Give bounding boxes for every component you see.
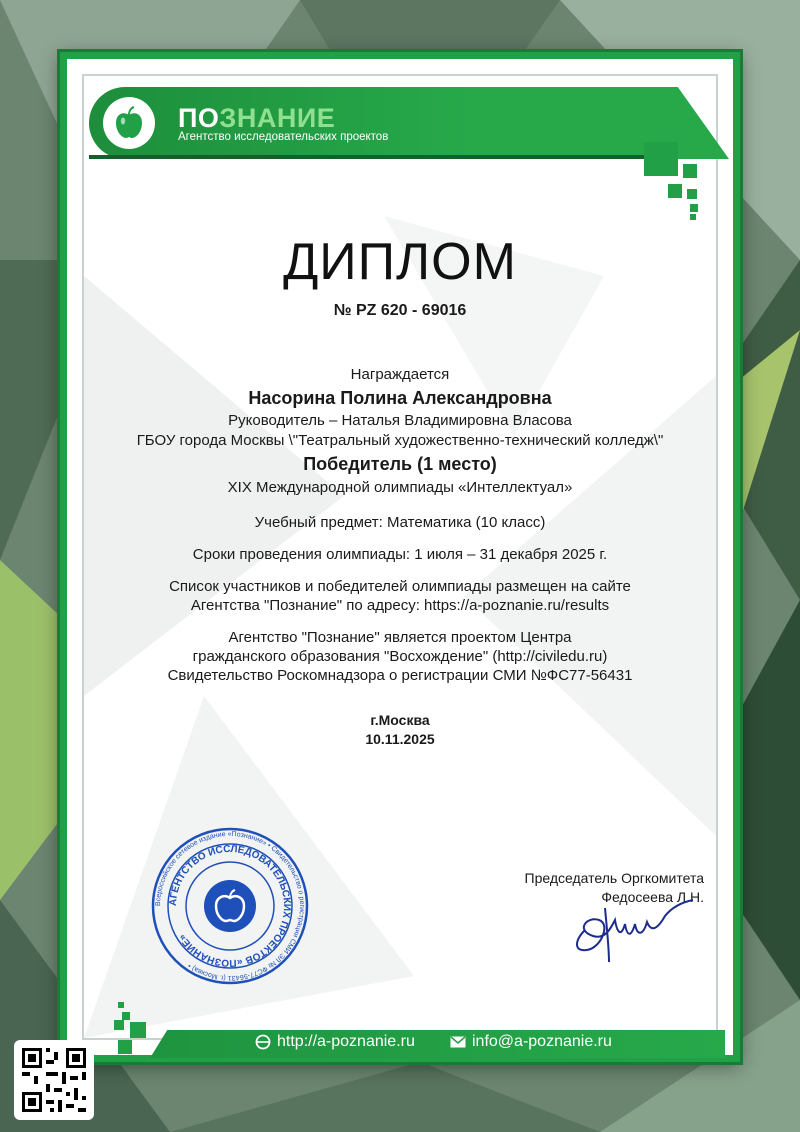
date-line: 10.11.2025 [365,731,435,747]
mail-icon [450,1036,466,1048]
footer-website[interactable] [255,1033,415,1051]
subject-line: Учебный предмет: Математика (10 класс) [254,514,546,531]
list-line-2: Агентства "Познание" по адресу: https://a-poznanie.ru/results [190,597,610,614]
place-line: Победитель (1 место) [303,454,497,474]
logo-subtitle: Агентство исследовательских проектов [178,131,389,143]
city-line: г.Москва [370,712,430,728]
supervisor-line: Руководитель – Наталья Владимировна Власова [228,412,572,429]
deco-square [668,184,682,198]
deco-square [118,1002,124,1008]
globe-icon [255,1034,271,1050]
institution-line: ГБОУ города Москвы \"Театральный художественно-технический колледж\" [136,432,664,449]
stamp-inner-text: АГЕНТСТВО ИССЛЕДОВАТЕЛЬСКИХ ПРОЕКТОВ «ПОЗНАНИЕ» [167,843,293,969]
footer-band [150,1030,725,1058]
qr-code [14,1040,94,1120]
deco-square [130,1022,146,1038]
deco-square [690,204,698,212]
logo-badge [103,97,155,149]
deco-square [118,1040,132,1054]
handwritten-signature [565,890,705,970]
diploma-title: ДИПЛОМ [283,233,517,291]
logo-title [178,103,335,134]
agency-line-2: гражданского образования "Восхождение" (http://civiledu.ru) [192,648,608,665]
deco-square [690,214,696,220]
header-underline [89,155,649,159]
deco-square [687,189,697,199]
qr-code-graphic [14,1040,94,1120]
list-line-1: Список участников и победителей олимпиады размещен на сайте [169,578,631,595]
deco-square [644,142,678,176]
logo-title-part1: ПО [178,103,220,133]
stamp-outer-text: Всероссийское сетевое издание «Познание» • Свидетельство о регистрации СМИ ЭЛ № ФС77-56431 (г. Москва) • [154,830,306,982]
diploma-number: № PZ 620 - 69016 [333,302,467,319]
logo-title-part2: ЗНАНИЕ [219,103,336,133]
official-stamp [150,826,310,986]
apple-icon [113,106,145,140]
deco-square [683,164,697,178]
agency-line-3: Свидетельство Роскомнадзора о регистрации СМИ №ФС77-56431 [167,667,633,684]
dates-line: Сроки проведения олимпиады: 1 июля – 31 декабря 2025 г. [192,546,608,563]
event-line: XIX Международной олимпиады «Интеллектуал» [227,479,573,496]
signature-role: Председатель Оргкомитета [524,870,704,886]
website-text[interactable]: http://a-poznanie.ru [277,1033,415,1050]
awarded-label: Награждается [350,366,450,383]
deco-square [122,1012,130,1020]
agency-line-1: Агентство "Познание" является проектом Центра [228,629,572,646]
recipient-name: Насорина Полина Александровна [248,388,552,408]
footer-email[interactable] [450,1033,612,1051]
signature-name: Федосеева Л.Н. [601,889,704,905]
deco-square [114,1020,124,1030]
email-text[interactable]: info@a-poznanie.ru [472,1033,612,1050]
